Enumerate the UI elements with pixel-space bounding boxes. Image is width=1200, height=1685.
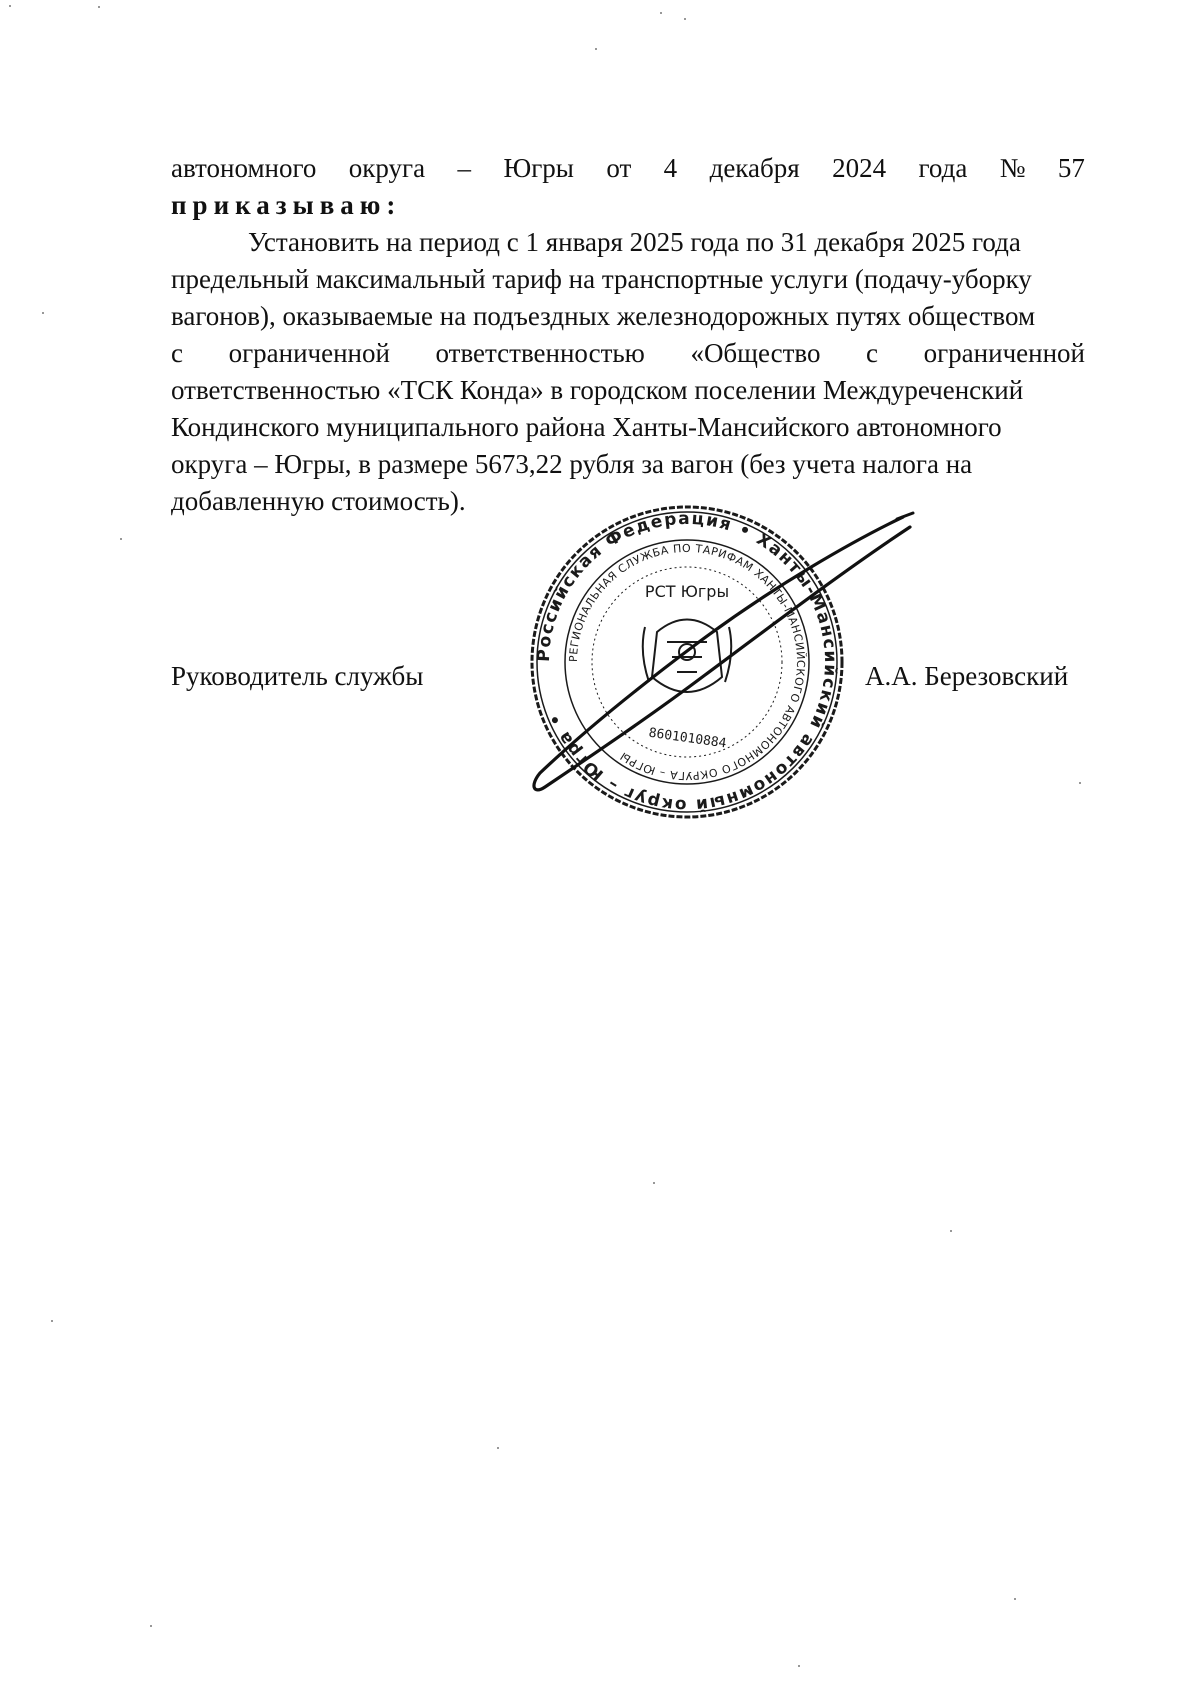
body-line-8: добавленную стоимость). [171,486,466,516]
line1-word: декабря [709,153,800,183]
line1-word: автономного [171,153,317,183]
text-line-1 [171,150,1085,187]
line1-word: 4 [663,153,678,183]
signer-name: А.А. Березовский [865,661,1069,691]
body-line-4 [171,335,1085,372]
scan-speck [51,1320,53,1322]
scan-speck [660,12,662,14]
stamp-center-text: РСТ Югры [644,582,730,601]
scan-speck [9,5,11,7]
line4-word: с [171,338,183,368]
body-line-1: Установить на период с 1 января 2025 года по 31 декабря 2025 года [248,227,1021,257]
stamp-inner-text: РЕГИОНАЛЬНАЯ СЛУЖБА ПО ТАРИФАМ ХАНТЫ-МАНСИЙСКОГО АВТОНОМНОГО ОКРУГА – ЮГРЫ [566,541,808,783]
line1-word: № [999,153,1026,183]
stamp-outer-text: Российская Федерация • Ханты-Мансийский автономный округ – Югра • [533,508,841,816]
line4-word: ответственностью [435,338,645,368]
scan-speck [1014,1598,1016,1600]
scan-speck [98,6,100,8]
line1-word: от [606,153,632,183]
line4-word: ограниченной [228,338,390,368]
line1-word: Югры [503,153,574,183]
scan-speck [653,1182,655,1184]
order-keyword: приказываю: [171,190,402,220]
line1-word: – [457,153,472,183]
scan-speck [1079,782,1081,784]
line4-word: с [866,338,879,368]
body-line-5: ответственностью «ТСК Конда» в городском поселении Междуреченский [171,375,1024,405]
body-line-6: Кондинского муниципального района Ханты-Мансийского автономного [171,412,1002,442]
line1-word: года [918,153,968,183]
scan-speck [684,18,686,20]
body-line-3: вагонов), оказываемые на подъездных железнодорожных путях обществом [171,301,1036,331]
line1-word: округа [348,153,426,183]
handwritten-signature [525,505,915,805]
line1-word: 2024 [832,153,887,183]
body-line-7: округа – Югры, в размере 5673,22 рубля за вагон (без учета налога на [171,449,973,479]
stamp-number: 8601010884 [647,725,728,752]
line4-word: ограниченной [923,338,1085,368]
line1-word: 57 [1057,153,1085,183]
order-text [171,150,1085,520]
scan-speck [150,1625,152,1627]
scan-speck [950,1230,952,1232]
line4-word: «Общество [690,338,821,368]
scan-speck [798,1665,800,1667]
position-title: Руководитель службы [171,661,424,691]
body-line-2: предельный максимальный тариф на транспортные услуги (подачу-уборку [171,264,1032,294]
scan-speck [42,312,44,314]
scan-speck [595,48,597,50]
scan-speck [497,1447,499,1449]
scan-speck [120,538,122,540]
